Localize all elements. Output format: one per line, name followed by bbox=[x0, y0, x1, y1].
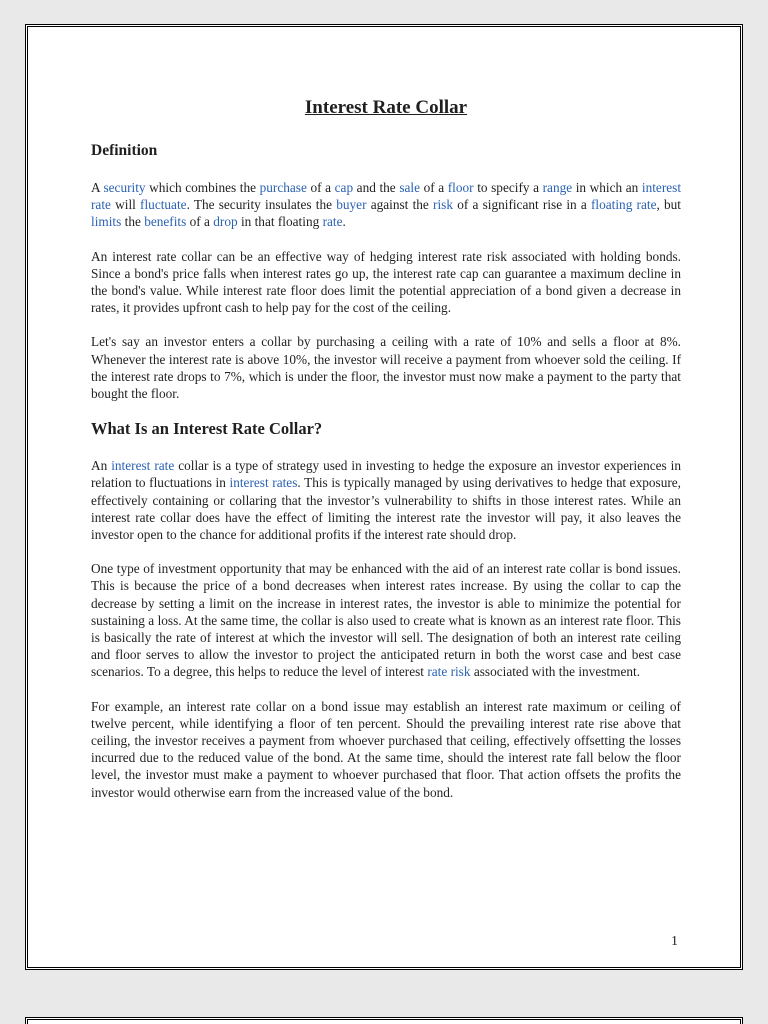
link-range[interactable]: range bbox=[542, 180, 573, 195]
text-run: in that floating bbox=[237, 214, 323, 230]
text-run: . This is typically managed by using derivatives to hedge that exposure, effectively containing or collaring that the investor’s vulnerability to shifts in those interest rates. While an interest rate collar does have the effect of limiting the interest rate the investor will pay, it also leaves the investor open to the chance for additional profits if the interest rate should drop. bbox=[91, 475, 682, 543]
text-run: and the bbox=[353, 180, 400, 195]
link-interest-rates[interactable]: interest rates bbox=[229, 475, 298, 491]
text-run: One type of investment opportunity that may be enhanced with the aid of an interest rate collar is bond issues. This is because the price of a bond decreases when interest rates increase. By using the collar to cap the decrease by setting a limit on the increase in interest rates, the investor is able to minimize the potential for sustaining a loss. At the same time, the collar is also used to create what is known as an interest rate floor. This is basically the rate of interest at which the investor will sell. The designation of both an interest rate ceiling and floor serves to allow the investor to project the anticipated return in both the worst case and best case scenarios. To a degree, this helps to reduce the level of interest bbox=[91, 561, 681, 680]
text-run: associated with the investment. bbox=[470, 664, 641, 680]
text-run: of a bbox=[420, 180, 448, 195]
definition-paragraph-2: An interest rate collar can be an effective way of hedging interest rate risk associated with holding bonds. Since a bond's price falls when interest rates go up, the interest rate cap can guarantee a maximum decline in the bond's value. While interest rate floor does limit the potential appreciation of a bond given a decrease in rates, it provides upfront cash to help pay for the cost of the ceiling. bbox=[91, 248, 681, 316]
link-rate[interactable]: rate bbox=[322, 214, 343, 230]
link-floor[interactable]: floor bbox=[447, 180, 474, 195]
text-run: A bbox=[91, 180, 104, 195]
text-run: collar is a type of strategy used in investing to hedge the exposure an investor experiences in relation to fluctuations in bbox=[91, 458, 681, 491]
section-heading-definition: Definition bbox=[91, 142, 158, 159]
link-benefits[interactable]: benefits bbox=[144, 214, 187, 230]
link-interest-rate[interactable]: interest rate bbox=[111, 458, 175, 474]
link-interest-rate[interactable]: interest rate bbox=[91, 180, 682, 213]
text-run: An bbox=[91, 458, 112, 474]
definition-paragraph-3: Let's say an investor enters a collar by purchasing a ceiling with a rate of 10% and sells a floor at 8%. Whenever the interest rate is above 10%, the investor will receive a payment from whoever sold the ceiling. If the interest rate drops to 7%, which is under the floor, the investor must now make a payment to the party that bought the floor. bbox=[91, 334, 681, 402]
link-risk[interactable]: risk bbox=[433, 197, 453, 213]
text-run: to specify a bbox=[473, 180, 543, 195]
link-sale[interactable]: sale bbox=[399, 180, 420, 195]
page-content bbox=[91, 97, 681, 818]
link-floating-rate[interactable]: floating rate bbox=[590, 197, 657, 213]
definition-paragraph-1 bbox=[91, 179, 681, 231]
text-run: which combines the bbox=[145, 180, 260, 195]
what-is-paragraph-1 bbox=[91, 457, 681, 543]
link-cap[interactable]: cap bbox=[334, 180, 354, 195]
text-run: . The security insulates the bbox=[186, 197, 337, 213]
document-title: Interest Rate Collar bbox=[304, 97, 468, 118]
text-run: , but bbox=[656, 197, 682, 213]
page-number: 1 bbox=[671, 934, 678, 949]
link-fluctuate[interactable]: fluctuate bbox=[140, 197, 187, 213]
link-purchase[interactable]: purchase bbox=[259, 180, 307, 195]
document-page bbox=[25, 24, 743, 970]
text-run: against the bbox=[366, 197, 434, 213]
text-run: the bbox=[121, 214, 145, 230]
text-run: of a bbox=[306, 180, 335, 195]
next-page-edge bbox=[25, 1017, 743, 1024]
section-heading-what-is: What Is an Interest Rate Collar? bbox=[91, 419, 323, 439]
text-run: . bbox=[342, 214, 346, 230]
link-rate-risk[interactable]: rate risk bbox=[427, 664, 471, 680]
link-security[interactable]: security bbox=[103, 180, 146, 195]
text-run: of a bbox=[186, 214, 214, 230]
what-is-paragraph-3: For example, an interest rate collar on a bond issue may establish an interest rate maximum or ceiling of twelve percent, while identifying a floor of ten percent. Should the prevailing interest rate rise above that ceiling, the investor receives a payment from whoever purchased that ceiling, effectively offsetting the losses incurred due to the reduced value of the bond. At the same time, should the interest rate fall below the floor level, the investor must make a payment to whoever purchased that floor. That action offsets the profits the investor would otherwise earn from the increased value of the bond. bbox=[91, 698, 681, 800]
text-run: will bbox=[110, 197, 141, 213]
link-limits[interactable]: limits bbox=[91, 214, 122, 230]
link-drop[interactable]: drop bbox=[213, 214, 238, 230]
text-run: in which an bbox=[572, 180, 642, 195]
what-is-paragraph-2 bbox=[91, 560, 681, 680]
text-run: of a significant rise in a bbox=[452, 197, 591, 213]
link-buyer[interactable]: buyer bbox=[336, 197, 367, 213]
